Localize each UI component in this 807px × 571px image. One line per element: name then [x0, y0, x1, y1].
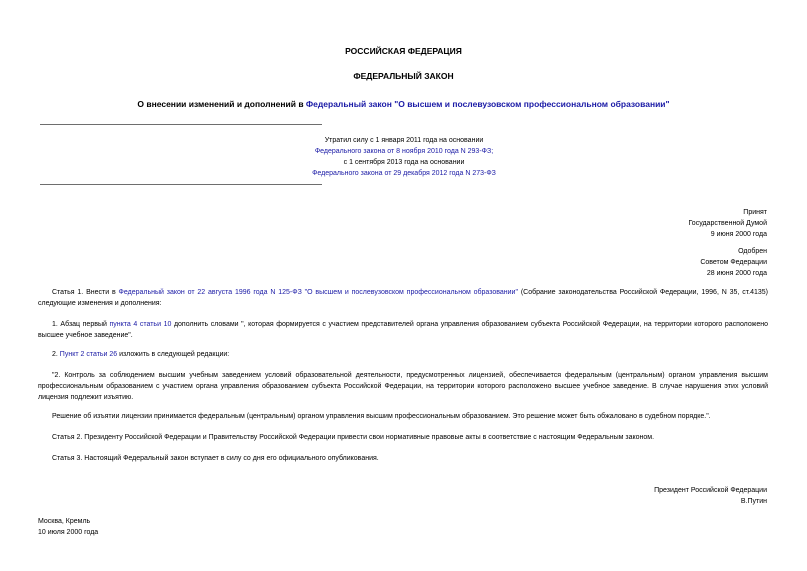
- quote-paragraph-2: Решение об изъятии лицензии принимается федеральным (центральным) органом управления высшим профессиональным образованием. Это решение может быть обжаловано в судебном порядке.".: [52, 413, 711, 420]
- title-prefix: О внесении изменений и дополнений в: [137, 99, 306, 109]
- quote-paragraph-1: "2. Контроль за соблюдением высшим учебным заведением условий образовательной деятельности, предусмотренных лицензией, обеспечивается федеральным (центральным) органом управления высшим профессиональным образованием с участием органа управления образованием субъекта Российской Федерации, на территории которого расположено высшее учебное заведение. В случае нарушения этих условий лицензия подлежит изъятию.: [38, 372, 768, 401]
- approval-line-3: 28 июня 2000 года: [706, 270, 767, 277]
- adoption-block: [688, 207, 767, 240]
- signature-name: В.Путин: [740, 498, 767, 505]
- item-1-link[interactable]: пункта 4 статьи 10: [109, 321, 172, 328]
- item-2: [38, 349, 768, 360]
- status-block: [220, 135, 588, 179]
- adoption-line-3: 9 июня 2000 года: [710, 231, 767, 238]
- place-date-block: [38, 516, 98, 538]
- signature-title: Президент Российской Федерации: [654, 487, 767, 494]
- article-2: Статья 2. Президенту Российской Федерации и Правительству Российской Федерации привести свои нормативные правовые акты в соответствие с настоящим Федеральным законом.: [52, 434, 655, 441]
- date: 10 июля 2000 года: [38, 529, 99, 536]
- approval-line-1: Одобрен: [738, 248, 767, 255]
- approval-line-2: Советом Федерации: [700, 259, 767, 266]
- article-3: Статья 3. Настоящий Федеральный закон вступает в силу со дня его официального опубликования.: [52, 455, 379, 462]
- top-divider: [40, 124, 322, 125]
- bottom-divider: [40, 184, 322, 185]
- status-line-3: с 1 сентября 2013 года на основании: [343, 159, 465, 166]
- item-1-prefix: 1. Абзац первый: [52, 321, 110, 328]
- signature-block: [654, 485, 767, 507]
- item-2-link[interactable]: Пункт 2 статьи 26: [59, 351, 118, 358]
- item-1: [38, 319, 768, 341]
- adoption-line-2: Государственной Думой: [688, 220, 767, 227]
- status-link-1[interactable]: Федерального закона от 8 ноября 2010 года N 293-ФЗ;: [314, 148, 494, 155]
- article-1: [38, 287, 768, 309]
- approval-block: [700, 246, 767, 279]
- place: Москва, Кремль: [38, 518, 91, 525]
- item-1-suffix: дополнить словами ", которая формируется с участием представителей органа управления образованием субъекта Российской Федерации, на территории которого расположено высшее учебное заведение".: [38, 321, 768, 339]
- status-line-1: Утратил силу с 1 января 2011 года на основании: [324, 137, 484, 144]
- adoption-line-1: Принят: [743, 209, 767, 216]
- article-1-prefix: Статья 1. Внести в: [52, 289, 119, 296]
- country-heading: РОССИЙСКАЯ ФЕДЕРАЦИЯ: [345, 46, 462, 56]
- article-1-law-link[interactable]: Федеральный закон от 22 августа 1996 года N 125-ФЗ "О высшем и послевузовском профессиональном образовании": [118, 289, 518, 296]
- item-2-prefix: 2.: [52, 351, 60, 358]
- article-1-suffix: (Собрание законодательства Российской Федерации, 1996, N 35, ст.4135) следующие изменения и дополнения:: [38, 289, 768, 307]
- title-law-link[interactable]: Федеральный закон "О высшем и послевузовском профессиональном образовании": [305, 99, 670, 109]
- doc-type-heading: ФЕДЕРАЛЬНЫЙ ЗАКОН: [353, 71, 454, 81]
- item-2-suffix: изложить в следующей редакции:: [117, 351, 230, 358]
- status-link-2[interactable]: Федерального закона от 29 декабря 2012 года N 273-ФЗ: [312, 170, 496, 177]
- document-title: [0, 99, 807, 109]
